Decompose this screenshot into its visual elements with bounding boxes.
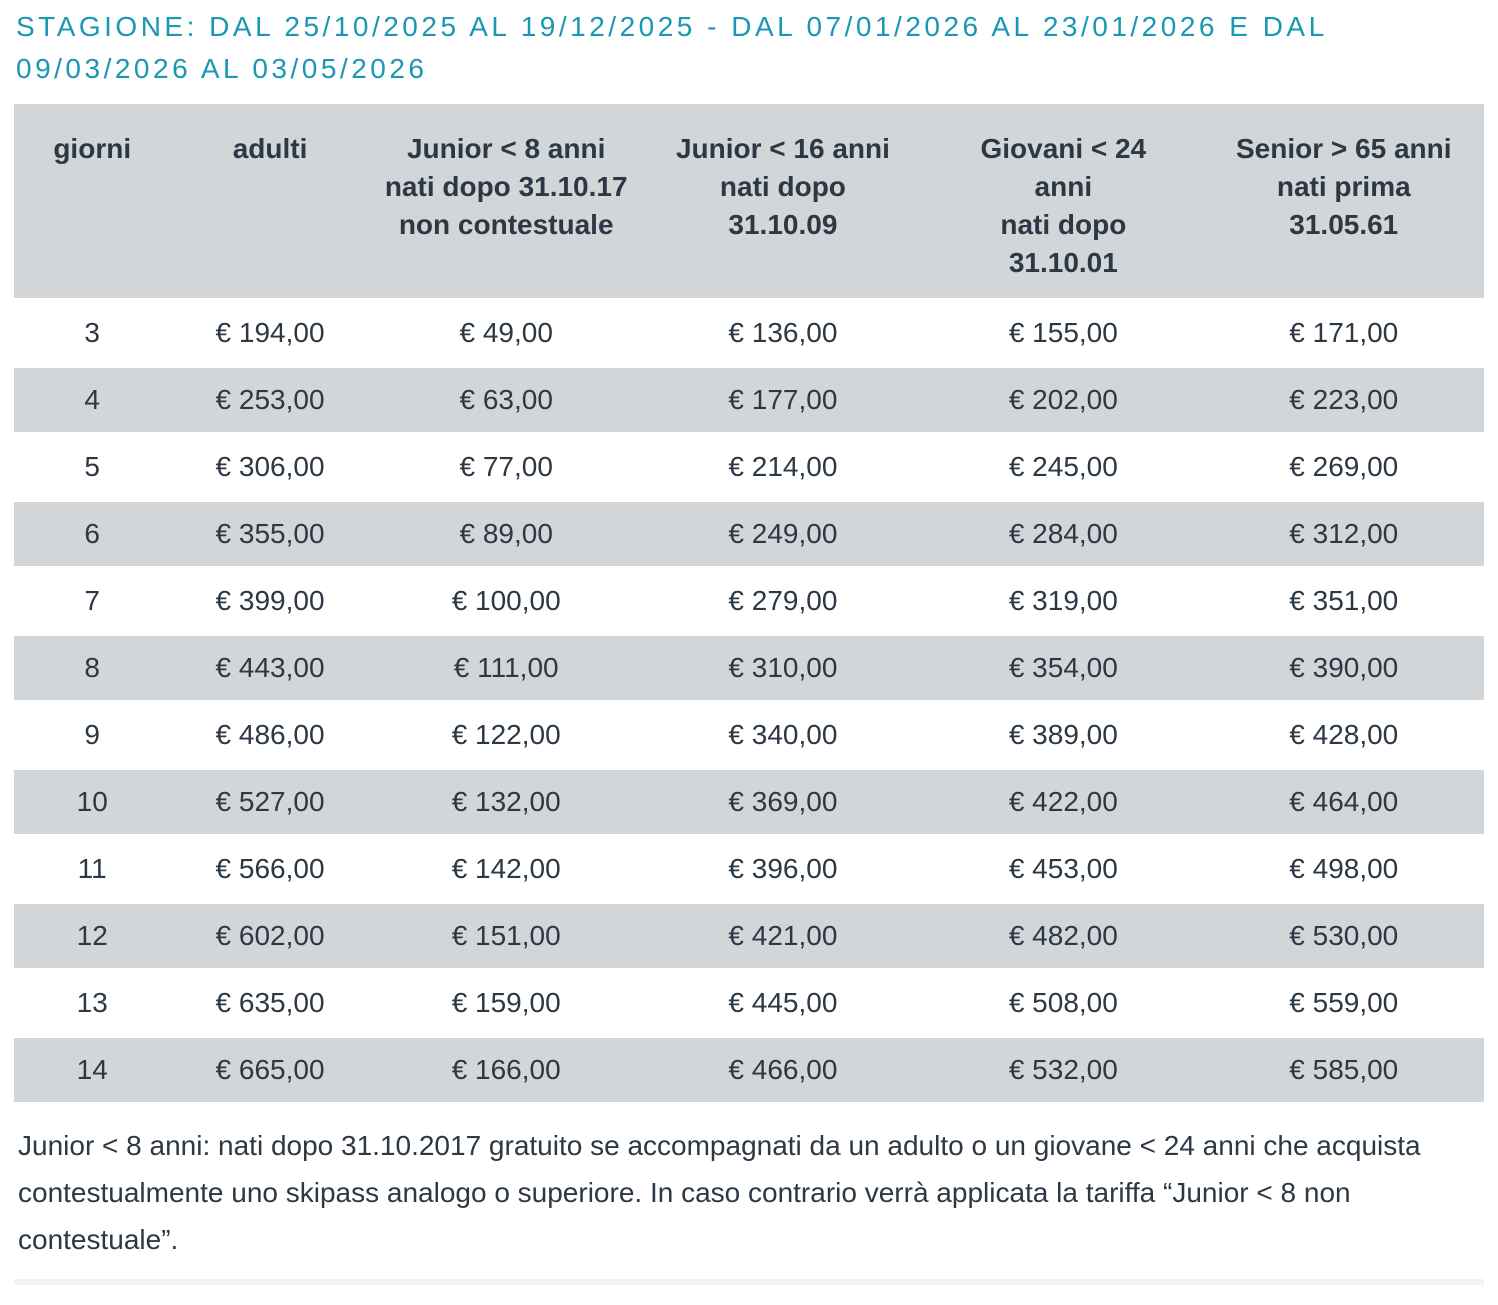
column-header-line: nati prima: [1276, 171, 1411, 202]
column-header-line: Junior < 8 anni: [406, 133, 606, 164]
price-cell-junior-8: € 63,00: [370, 367, 643, 434]
price-cell-junior-16: € 279,00: [643, 568, 923, 635]
price-cell-senior-65: € 428,00: [1204, 702, 1484, 769]
price-cell-adulti: € 443,00: [170, 635, 369, 702]
giorni-cell: 3: [14, 300, 170, 367]
price-row-10-giorni: [14, 769, 1484, 836]
price-cell-senior-65: € 585,00: [1204, 1037, 1484, 1103]
giorni-cell: 4: [14, 367, 170, 434]
price-cell-giovani-24: € 422,00: [923, 769, 1203, 836]
column-header-line: non contestuale: [398, 209, 614, 240]
price-row-8-giorni: [14, 635, 1484, 702]
price-cell-giovani-24: € 389,00: [923, 702, 1203, 769]
column-header-line: Giovani < 24: [980, 133, 1147, 164]
price-cell-junior-8: € 49,00: [370, 300, 643, 367]
column-header-line: giorni: [53, 133, 132, 164]
price-cell-senior-65: € 223,00: [1204, 367, 1484, 434]
price-cell-junior-16: € 177,00: [643, 367, 923, 434]
giorni-cell: 12: [14, 903, 170, 970]
column-header-line: 31.10.01: [1008, 247, 1118, 278]
giorni-cell: 11: [14, 836, 170, 903]
price-cell-junior-8: € 100,00: [370, 568, 643, 635]
column-header-line: Junior < 16 anni: [675, 133, 890, 164]
price-cell-junior-16: € 136,00: [643, 300, 923, 367]
price-cell-senior-65: € 390,00: [1204, 635, 1484, 702]
price-cell-junior-16: € 340,00: [643, 702, 923, 769]
price-row-11-giorni: [14, 836, 1484, 903]
price-cell-junior-8: € 111,00: [370, 635, 643, 702]
price-cell-junior-16: € 421,00: [643, 903, 923, 970]
price-cell-senior-65: € 559,00: [1204, 970, 1484, 1037]
giorni-cell: 13: [14, 970, 170, 1037]
price-row-14-giorni: [14, 1037, 1484, 1103]
price-row-5-giorni: [14, 434, 1484, 501]
price-cell-adulti: € 253,00: [170, 367, 369, 434]
giorni-cell: 7: [14, 568, 170, 635]
price-cell-giovani-24: € 319,00: [923, 568, 1203, 635]
price-row-4-giorni: [14, 367, 1484, 434]
column-header-line: 31.05.61: [1289, 209, 1399, 240]
price-cell-senior-65: € 530,00: [1204, 903, 1484, 970]
giorni-cell: 9: [14, 702, 170, 769]
price-cell-junior-16: € 214,00: [643, 434, 923, 501]
price-cell-junior-8: € 159,00: [370, 970, 643, 1037]
price-cell-junior-8: € 166,00: [370, 1037, 643, 1103]
skipass-price-table: [14, 104, 1484, 1102]
price-table-header: [14, 104, 1484, 300]
price-row-12-giorni: [14, 903, 1484, 970]
price-cell-junior-8: € 122,00: [370, 702, 643, 769]
price-cell-adulti: € 527,00: [170, 769, 369, 836]
price-cell-adulti: € 355,00: [170, 501, 369, 568]
column-header-line: adulti: [232, 133, 308, 164]
price-cell-junior-16: € 310,00: [643, 635, 923, 702]
price-cell-junior-8: € 142,00: [370, 836, 643, 903]
price-cell-senior-65: € 464,00: [1204, 769, 1484, 836]
price-row-3-giorni: [14, 300, 1484, 367]
column-header-giovani-24: [923, 104, 1203, 300]
junior-footnote: Junior < 8 anni: nati dopo 31.10.2017 gratuito se accompagnati da un adulto o un giovane < 24 anni che acquista contestualmente uno skipass analogo o superiore. In caso contrario verrà applicata la tariffa “Junior < 8 non contestuale”.: [18, 1130, 1421, 1255]
price-cell-junior-16: € 396,00: [643, 836, 923, 903]
price-cell-junior-16: € 466,00: [643, 1037, 923, 1103]
price-cell-senior-65: € 351,00: [1204, 568, 1484, 635]
price-cell-giovani-24: € 155,00: [923, 300, 1203, 367]
giorni-cell: 5: [14, 434, 170, 501]
price-cell-giovani-24: € 482,00: [923, 903, 1203, 970]
giorni-cell: 8: [14, 635, 170, 702]
season-title: [16, 6, 1484, 90]
price-cell-adulti: € 399,00: [170, 568, 369, 635]
price-cell-adulti: € 486,00: [170, 702, 369, 769]
price-cell-giovani-24: € 284,00: [923, 501, 1203, 568]
price-cell-junior-8: € 77,00: [370, 434, 643, 501]
price-cell-senior-65: € 171,00: [1204, 300, 1484, 367]
price-cell-junior-8: € 132,00: [370, 769, 643, 836]
price-cell-junior-16: € 445,00: [643, 970, 923, 1037]
column-header-line: anni: [1034, 171, 1093, 202]
price-cell-adulti: € 306,00: [170, 434, 369, 501]
price-cell-giovani-24: € 508,00: [923, 970, 1203, 1037]
price-cell-adulti: € 635,00: [170, 970, 369, 1037]
column-header-line: nati dopo: [1000, 209, 1127, 240]
bottom-divider: [14, 1279, 1484, 1285]
price-cell-junior-16: € 369,00: [643, 769, 923, 836]
price-cell-junior-8: € 89,00: [370, 501, 643, 568]
column-header-line: nati dopo: [719, 171, 846, 202]
price-row-6-giorni: [14, 501, 1484, 568]
price-cell-junior-8: € 151,00: [370, 903, 643, 970]
price-cell-giovani-24: € 245,00: [923, 434, 1203, 501]
price-cell-senior-65: € 269,00: [1204, 434, 1484, 501]
giorni-cell: 14: [14, 1037, 170, 1103]
column-header-senior-65: [1204, 104, 1484, 300]
giorni-cell: 6: [14, 501, 170, 568]
column-header-giorni: [14, 104, 170, 300]
price-row-7-giorni: [14, 568, 1484, 635]
price-cell-adulti: € 665,00: [170, 1037, 369, 1103]
price-cell-giovani-24: € 532,00: [923, 1037, 1203, 1103]
price-cell-adulti: € 194,00: [170, 300, 369, 367]
column-header-junior-16: [643, 104, 923, 300]
price-cell-adulti: € 602,00: [170, 903, 369, 970]
column-header-line: nati dopo 31.10.17: [384, 171, 628, 202]
price-cell-giovani-24: € 202,00: [923, 367, 1203, 434]
header-row: [14, 104, 1484, 300]
price-cell-giovani-24: € 354,00: [923, 635, 1203, 702]
price-table-body: [14, 300, 1484, 1103]
season-title-line1: STAGIONE: DAL 25/10/2025 AL 19/12/2025 - DAL 07/01/2026 AL 23/01/2026 E DAL: [16, 11, 1328, 42]
column-header-line: Senior > 65 anni: [1236, 133, 1452, 164]
price-cell-adulti: € 566,00: [170, 836, 369, 903]
giorni-cell: 10: [14, 769, 170, 836]
price-cell-giovani-24: € 453,00: [923, 836, 1203, 903]
column-header-adulti: [170, 104, 369, 300]
price-cell-junior-16: € 249,00: [643, 501, 923, 568]
price-row-9-giorni: [14, 702, 1484, 769]
price-cell-senior-65: € 312,00: [1204, 501, 1484, 568]
column-header-line: 31.10.09: [728, 209, 838, 240]
price-row-13-giorni: [14, 970, 1484, 1037]
season-title-line2: 09/03/2026 AL 03/05/2026: [16, 53, 428, 84]
price-cell-senior-65: € 498,00: [1204, 836, 1484, 903]
column-header-junior-8: [370, 104, 643, 300]
